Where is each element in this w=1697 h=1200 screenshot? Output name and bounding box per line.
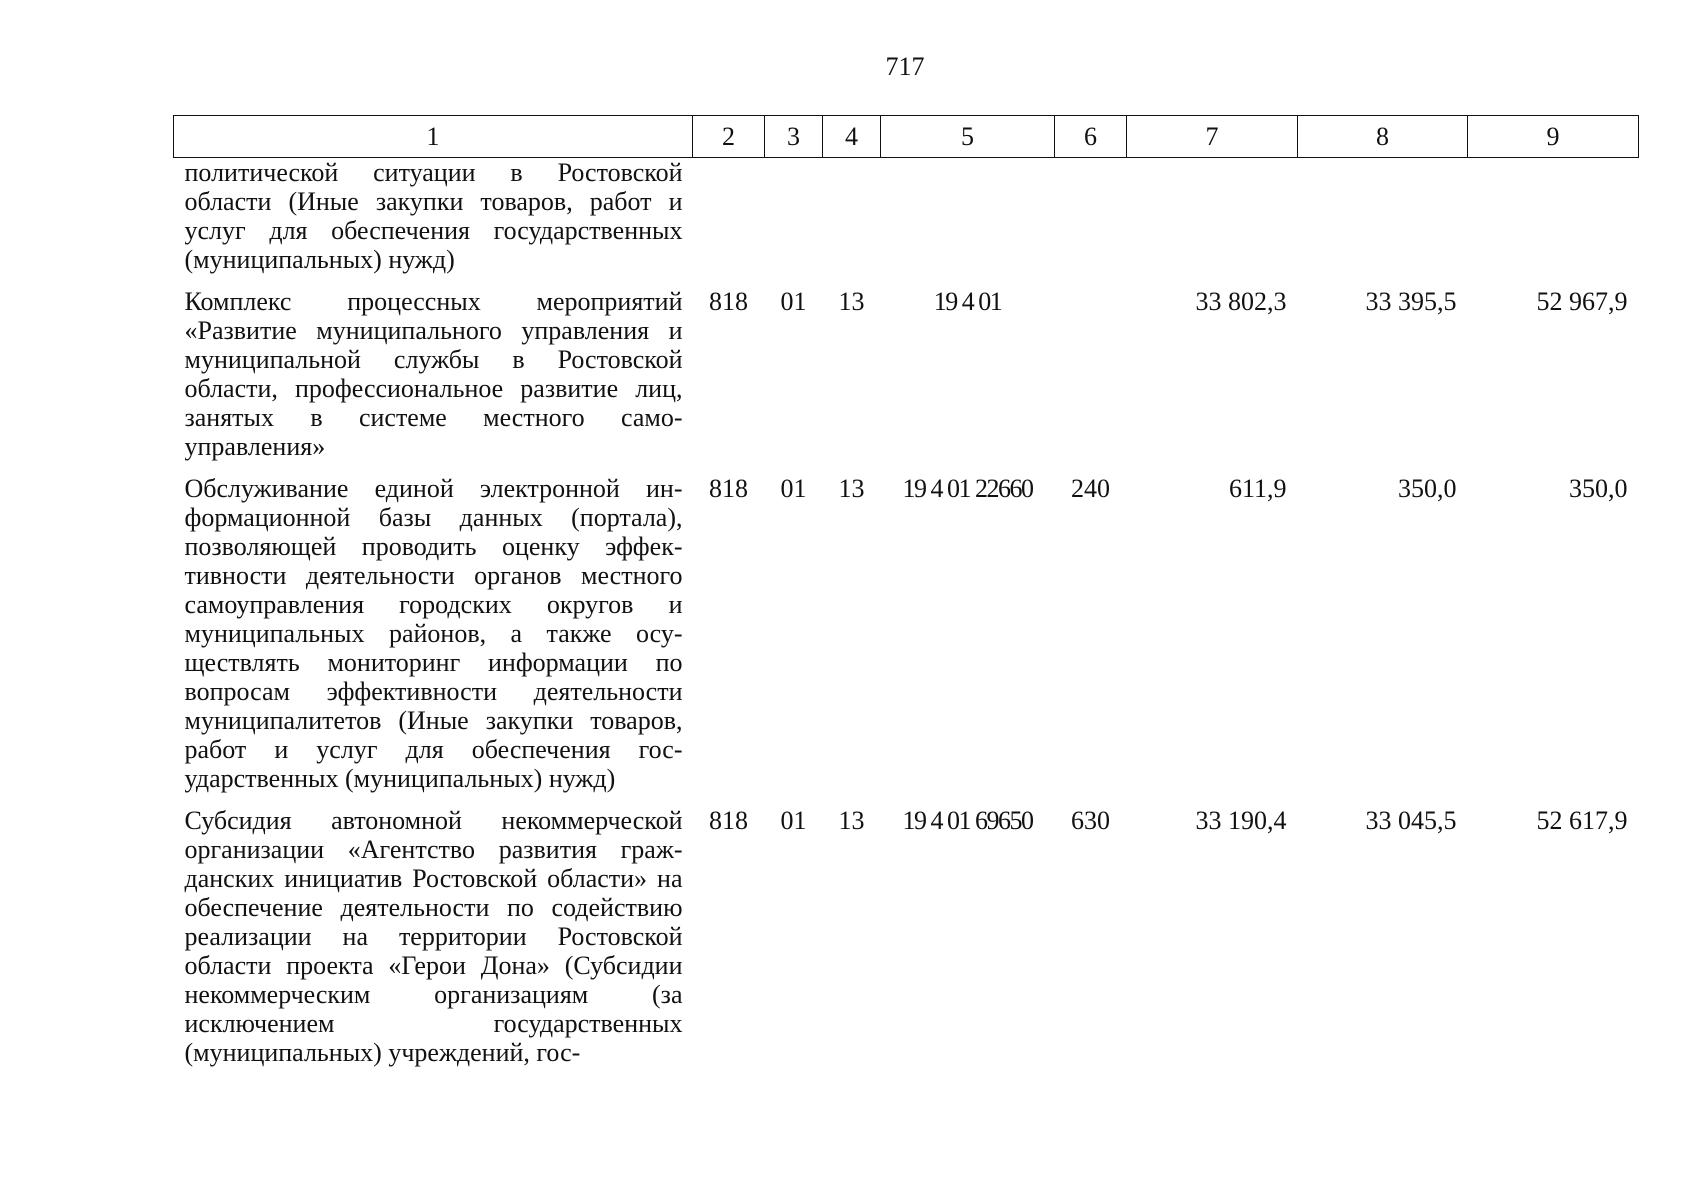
amount-col-8: 33 045,5 (1365, 806, 1457, 835)
budget-table (173, 115, 1639, 1067)
table-row (174, 793, 1639, 1067)
section-code (765, 158, 823, 275)
amount-col-9: 52 617,9 (1536, 806, 1628, 835)
subsection-code: 13 (838, 806, 865, 835)
amount-col-7 (1127, 158, 1298, 275)
amount-col-7: 611,9 (1228, 474, 1287, 503)
expense-type-code (1055, 274, 1127, 461)
row-description: Комплекс процессных мероприятий «Развитие муниципального управления и муниципальной службы в Ростовской области, профессиональное развитие лиц, занятых в системе местного самоуправления» (184, 287, 683, 461)
subsection-code (823, 158, 881, 275)
target-article-code: 19 4 01 22660 (902, 474, 1033, 503)
subsection-code: 13 (838, 287, 865, 316)
target-article-code: 19 4 01 69650 (902, 806, 1033, 835)
column-header: 9 (1468, 116, 1639, 158)
amount-col-7: 33 190,4 (1195, 806, 1287, 835)
column-header: 8 (1298, 116, 1468, 158)
amount-col-8: 33 395,5 (1365, 287, 1457, 316)
ministry-code: 818 (709, 806, 748, 835)
amount-col-9: 350,0 (1569, 474, 1628, 503)
amount-col-8: 350,0 (1398, 474, 1457, 503)
ministry-code: 818 (709, 287, 748, 316)
amount-col-8 (1298, 158, 1468, 275)
table-row (174, 274, 1639, 461)
amount-col-7: 33 802,3 (1195, 287, 1287, 316)
section-code: 01 (780, 287, 807, 316)
column-header: 2 (693, 116, 765, 158)
target-article-code (881, 158, 1055, 275)
row-description: Субсидия автономной некоммерческой организации «Агентство развития гражданских инициатив Ростовской области» на обеспечение деятельности по содействию реализации на территории Ростовской области проекта «Герои Дона» (Субсидии некоммерческим организациям (за исключением государственных (муниципальных) учреждений, гос- (184, 806, 683, 1067)
section-code: 01 (780, 806, 807, 835)
target-article-code: 19 4 01 (933, 287, 1002, 316)
column-header: 7 (1127, 116, 1298, 158)
column-header: 4 (823, 116, 881, 158)
amount-col-9: 52 967,9 (1536, 287, 1628, 316)
table-row (174, 461, 1639, 793)
expense-type-code: 630 (1071, 806, 1110, 835)
expense-type-code: 240 (1071, 474, 1110, 503)
section-code: 01 (780, 474, 807, 503)
subsection-code: 13 (838, 474, 865, 503)
table-header-row (174, 116, 1639, 158)
ministry-code: 818 (709, 474, 748, 503)
amount-col-9 (1468, 158, 1639, 275)
column-header: 5 (881, 116, 1055, 158)
column-header: 3 (765, 116, 823, 158)
expense-type-code (1055, 158, 1127, 275)
ministry-code (693, 158, 765, 275)
column-header: 6 (1055, 116, 1127, 158)
row-description: Обслуживание единой электронной информационной базы данных (портала), позволяющей проводить оценку эффективности деятельности органов местного самоуправления городских округов и муниципальных районов, а также осуществлять мониторинг информации по вопросам эффективности деятельности муниципалитетов (Иные закупки товаров, работ и услуг для обеспечения государственных (муниципальных) нужд) (184, 474, 683, 793)
row-description: политической ситуации в Ростовской области (Иные закупки товаров, работ и услуг для обеспечения государственных (муниципальных) нужд) (184, 158, 683, 274)
table-row (174, 158, 1639, 275)
page-number: 717 (885, 52, 925, 81)
column-header: 1 (174, 116, 693, 158)
